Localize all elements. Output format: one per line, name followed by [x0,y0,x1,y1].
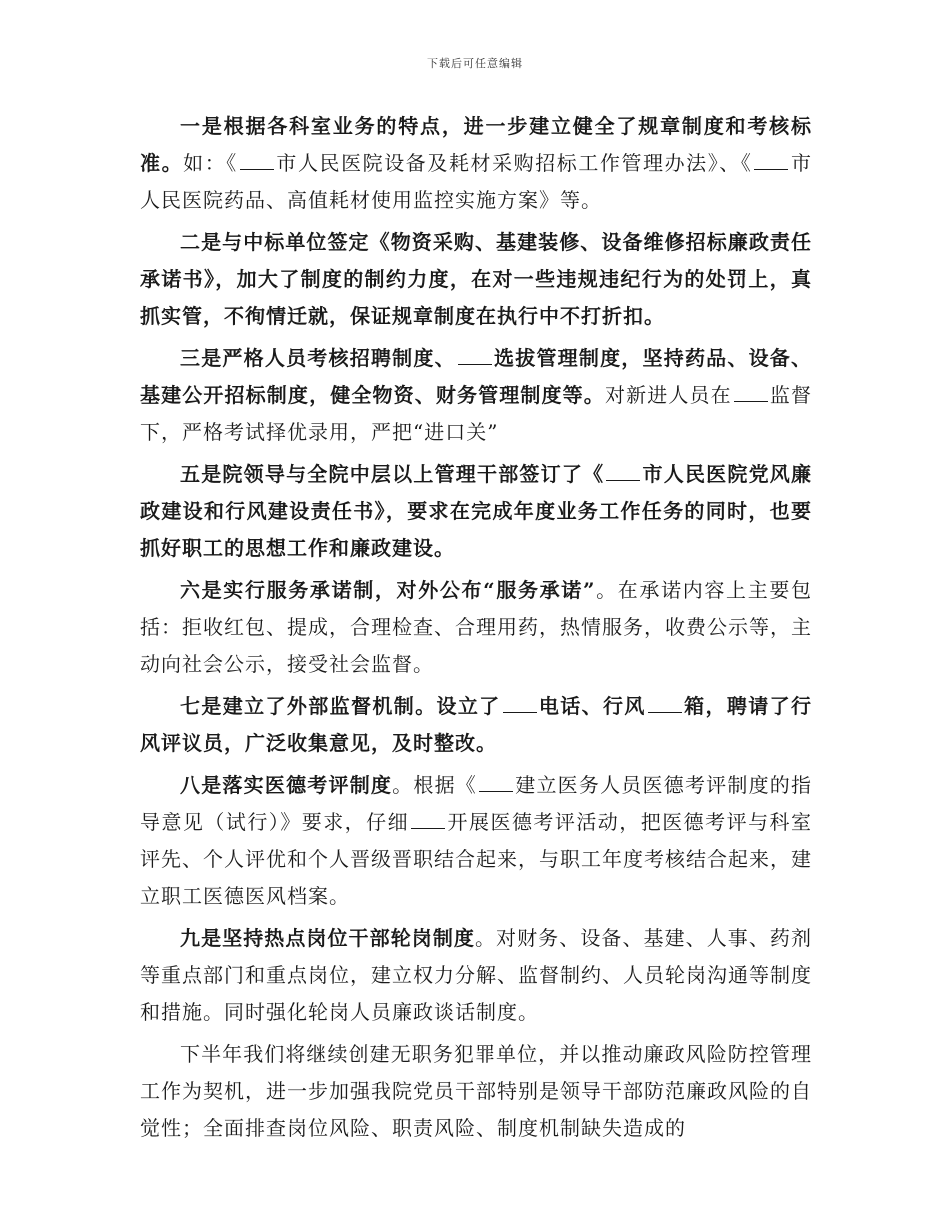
blank-fill-line [479,773,513,792]
paragraph-p6 [140,572,812,683]
text-segment: 建立医务人员医德考评制度的指导意见（试行）》要求，仔细 [140,773,813,834]
bold-text-segment: 七是建立了外部监督机制。设立了 [180,694,501,718]
blank-fill-line [458,346,492,365]
blank-fill-line [648,694,682,713]
bold-text-segment: 市人民医院党风廉政建设和行风建设责任书》，要求在完成年度业务工作任务的同时，也要抓好职工的思想工作和廉政建设。 [140,462,813,560]
paragraph-p2 [140,224,812,335]
blank-fill-line [503,694,537,713]
paragraph-p8 [140,767,812,915]
paragraph-p10 [140,1036,812,1147]
bold-text-segment: 选拔管理制度，坚持药品、设备、基建公开招标制度，健全物资、财务管理制度等。 [140,346,813,407]
blank-fill-line [606,462,640,481]
text-segment: 。在承诺内容上主要包括：拒收红包、提成，合理检查、合理用药，热情服务，收费公示等，主动向社会公示，接受社会监督。 [140,578,812,676]
bold-text-segment: 九是坚持热点岗位干部轮岗制度 [180,926,475,950]
blank-fill-line [734,383,768,402]
bold-text-segment: 箱，聘请了行风评议员，广泛收集意见，及时整改。 [140,694,813,755]
bold-text-segment: 五是院领导与全院中层以上管理干部签订了《 [180,462,605,486]
bold-text-segment: 二是与中标单位签定《物资采购、基建装修、设备维修招标廉政责任承诺书》，加大了制度的制约力度，在对一些违规违纪行为的处罚上，真抓实管，不徇情迁就，保证规章制度在执行中不打折扣。 [140,230,812,328]
blank-fill-line [754,151,788,170]
bold-text-segment: 三是严格人员考核招聘制度、 [180,346,456,370]
document-body [140,108,812,1152]
bold-text-segment: 八是落实医德考评制度 [180,773,393,797]
blank-fill-line [411,810,445,829]
text-segment: 开展医德考评活动，把医德考评与科室评先、个人评优和个人晋级晋职结合起来，与职工年度考核结合起来，建立职工医德医风档案。 [140,810,813,908]
page-header: 下载后可任意编辑 [427,57,523,70]
text-segment: 。对财务、设备、基建、人事、药剂等重点部门和重点岗位，建立权力分解、监督制约、人员轮岗沟通等制度和措施。同时强化轮岗人员廉政谈话制度。 [140,926,813,1024]
bold-text-segment: 电话、行风 [538,694,646,718]
text-segment: 监督下，严格考试择优录用，严把“进口关” [140,383,813,444]
text-segment: 。根据《 [392,773,478,797]
paragraph-p3 [140,340,812,451]
paragraph-p1 [140,108,812,219]
paragraph-p7 [140,688,812,762]
text-segment: 对新进人员在 [604,383,732,407]
text-segment: 市人民医院设备及耗材采购招标工作管理办法》、《 [275,151,753,175]
paragraph-p9 [140,920,812,1031]
bold-text-segment: 六是实行服务承诺制，对外公布“服务承诺” [180,578,596,602]
paragraph-p5 [140,456,812,567]
text-segment: 市人民医院药品、高值耗材使用监控实施方案》等。 [140,151,813,212]
text-segment: 下半年我们将继续创建无职务犯罪单位，并以推动廉政风险防控管理工作为契机，进一步加强我院党员干部特别是领导干部防范廉政风险的自觉性；全面排查岗位风险、职责风险、制度机制缺失造成的 [140,1042,812,1140]
bold-text-segment: 一是根据各科室业务的特点，进一步建立健全了规章制度和考核标准。 [140,114,812,175]
blank-fill-line [240,151,274,170]
text-segment: 如：《 [183,151,238,175]
